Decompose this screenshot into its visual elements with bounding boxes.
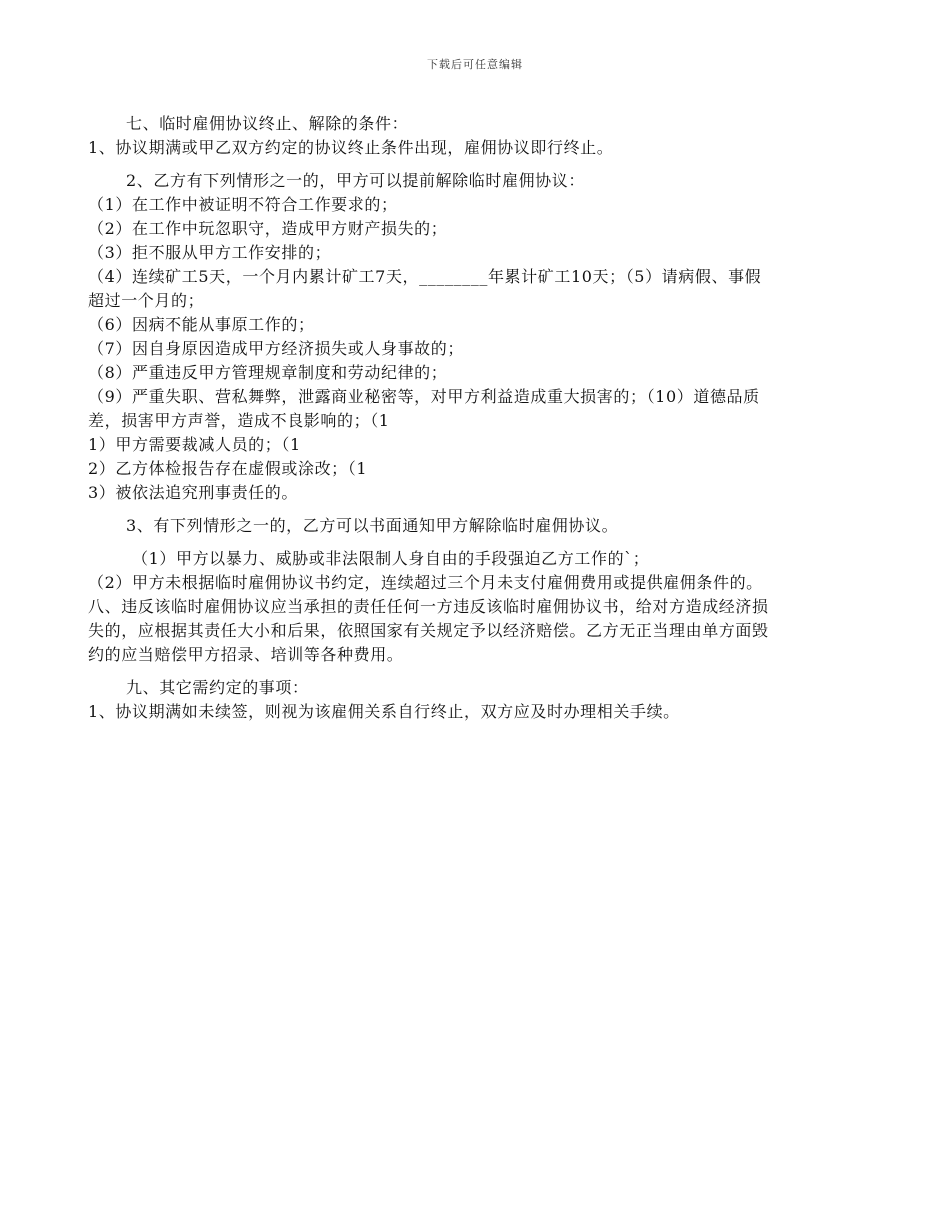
section-7-item-9: （9）严重失职、营私舞弊，泄露商业秘密等，对甲方利益造成重大损害的；（10）道德品质 [88,387,760,406]
section-7-clause-3-item-1: （1）甲方以暴力、威胁或非法限制人身自由的手段强迫乙方工作的`； [132,549,650,568]
section-7-item-13: 3）被依法追究刑事责任的。 [88,483,298,502]
section-7-clause-3: 3、有下列情形之一的，乙方可以书面通知甲方解除临时雇佣协议。 [126,516,619,535]
section-7-item-1: （1）在工作中被证明不符合工作要求的； [88,195,398,214]
section-7-clause-1: 1、协议期满或甲乙双方约定的协议终止条件出现，雇佣协议即行终止。 [88,138,614,157]
section-7-item-8: （8）严重违反甲方管理规章制度和劳动纪律的； [88,363,448,382]
section-8-line-2: 失的，应根据其责任大小和后果，依照国家有关规定予以经济赔偿。乙方无正当理由单方面毁 [88,621,769,640]
section-7-clause-2: 2、乙方有下列情形之一的，甲方可以提前解除临时雇佣协议： [126,171,585,190]
section-7-title: 七、临时雇佣协议终止、解除的条件： [126,114,409,133]
section-7-item-4: （4）连续矿工5天，一个月内累计矿工7天，________年累计矿工10天；（5）请病假、事假 [88,267,762,286]
section-7-item-6: （6）因病不能从事原工作的； [88,315,315,334]
section-7-item-12: 2）乙方体检报告存在虚假或涂改；（1 [88,459,368,478]
section-7-item-11: 1）甲方需要裁减人员的；（1 [88,435,301,454]
section-9-title: 九、其它需约定的事项： [126,678,309,697]
section-7-item-2: （2）在工作中玩忽职守，造成甲方财产损失的； [88,219,448,238]
section-7-item-4-cont: 超过一个月的； [88,291,205,310]
section-7-clause-3-item-2: （2）甲方未根据临时雇佣协议书约定，连续超过三个月未支付雇佣费用或提供雇佣条件的。 [88,573,763,592]
section-7-item-9-cont: 差，损害甲方声誉，造成不良影响的；（1 [88,411,390,430]
section-7-item-7: （7）因自身原因造成甲方经济损失或人身事故的； [88,339,464,358]
section-8-line-1: 八、违反该临时雇佣协议应当承担的责任任何一方违反该临时雇佣协议书，给对方造成经济损 [88,597,769,616]
section-8-line-3: 约的应当赔偿甲方招录、培训等各种费用。 [88,645,404,664]
document-body [88,112,863,724]
section-9-clause-1: 1、协议期满如未续签，则视为该雇佣关系自行终止，双方应及时办理相关手续。 [88,702,680,721]
page-header: 下载后可任意编辑 [427,58,523,71]
section-7-item-3: （3）拒不服从甲方工作安排的； [88,243,332,262]
